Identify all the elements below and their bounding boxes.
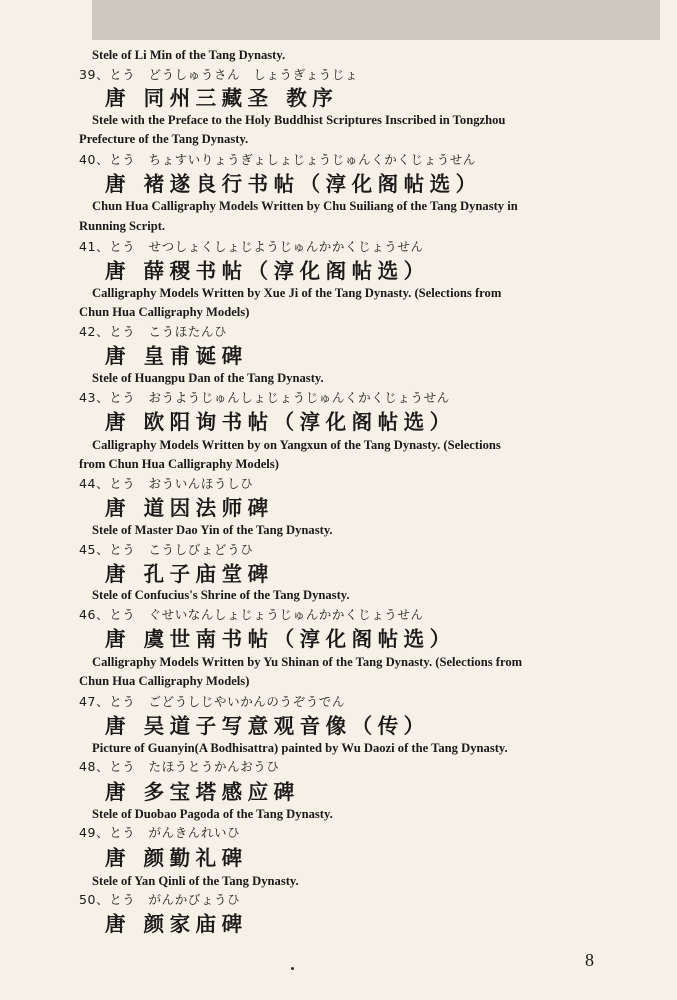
entry-chinese-title: 唐 孔子庙堂碑 [105, 562, 274, 586]
entry-kana: 46、とう ぐせいなんしょじょうじゅんかかくじょうせん [79, 607, 424, 622]
entry-kana: 44、とう おういんほうしひ [79, 476, 254, 491]
entry-english: Prefecture of the Tang Dynasty. [79, 132, 249, 146]
entry-chinese-title: 唐 欧阳询书帖（淳化阁帖选） [105, 410, 456, 434]
entry-chinese-title: 唐 褚遂良行书帖（淳化阁帖选） [105, 172, 482, 196]
entry-english: Picture of Guanyin(A Bodhisattra) painted by Wu Daozi of the Tang Dynasty. [92, 741, 508, 755]
entry-english: Chun Hua Calligraphy Models) [79, 305, 250, 319]
entry-english: from Chun Hua Calligraphy Models) [79, 457, 279, 471]
entry-english: Stele with the Preface to the Holy Buddhist Scriptures Inscribed in Tongzhou [92, 113, 506, 127]
entry-kana: 48、とう たほうとうかんおうひ [79, 759, 280, 774]
entry-chinese-title: 唐 薛稷书帖（淳化阁帖选） [105, 259, 430, 283]
entry-english: Stele of Li Min of the Tang Dynasty. [92, 48, 286, 62]
entry-english: Stele of Yan Qinli of the Tang Dynasty. [92, 874, 299, 888]
entry-english: Calligraphy Models Written by Yu Shinan of the Tang Dynasty. (Selections from [92, 655, 523, 669]
page-number: 8 [585, 950, 594, 970]
entry-kana: 50、とう がんかびょうひ [79, 892, 241, 907]
entry-chinese-title: 唐 颜家庙碑 [105, 912, 248, 936]
entry-chinese-title: 唐 皇甫诞碑 [105, 344, 248, 368]
entry-english: Stele of Huangpu Dan of the Tang Dynasty. [92, 371, 324, 385]
entry-english: Stele of Duobao Pagoda of the Tang Dynasty. [92, 807, 333, 821]
entry-english: Calligraphy Models Written by on Yangxun of the Tang Dynasty. (Selections [92, 438, 501, 452]
entry-chinese-title: 唐 多宝塔感应碑 [105, 780, 300, 804]
entry-english: Chun Hua Calligraphy Models) [79, 674, 250, 688]
entry-kana: 43、とう おうようじゅんしょじょうじゅんくかくじょうせん [79, 390, 450, 405]
entry-kana: 40、とう ちょすいりょうぎょしょじょうじゅんくかくじょうせん [79, 152, 477, 167]
entry-english: Stele of Confucius's Shrine of the Tang Dynasty. [92, 588, 350, 602]
entry-chinese-title: 唐 颜勤礼碑 [105, 846, 248, 870]
entry-kana: 39、とう どうしゅうさん しょうぎょうじょ [79, 67, 359, 82]
entry-chinese-title: 唐 道因法师碑 [105, 496, 274, 520]
entry-english: Calligraphy Models Written by Xue Ji of the Tang Dynasty. (Selections from [92, 286, 502, 300]
entry-chinese-title: 唐 吴道子写意观音像（传） [105, 714, 430, 738]
entry-english: Chun Hua Calligraphy Models Written by Chu Suiliang of the Tang Dynasty in [92, 199, 518, 213]
entry-chinese-title: 唐 同州三藏圣 教序 [105, 86, 339, 110]
entry-kana: 47、とう ごどうしじやいかんのうぞうでん [79, 694, 346, 709]
entry-kana: 45、とう こうしびょどうひ [79, 542, 254, 557]
entry-kana: 41、とう せつしょくしょじようじゅんかかくじょうせん [79, 239, 424, 254]
entry-kana: 42、とう こうほたんひ [79, 324, 228, 339]
entry-kana: 49、とう がんきんれいひ [79, 825, 241, 840]
entry-english: Running Script. [79, 219, 166, 233]
entry-chinese-title: 唐 虞世南书帖（淳化阁帖选） [105, 627, 456, 651]
entry-english: Stele of Master Dao Yin of the Tang Dynasty. [92, 523, 333, 537]
print-speck [291, 967, 294, 970]
